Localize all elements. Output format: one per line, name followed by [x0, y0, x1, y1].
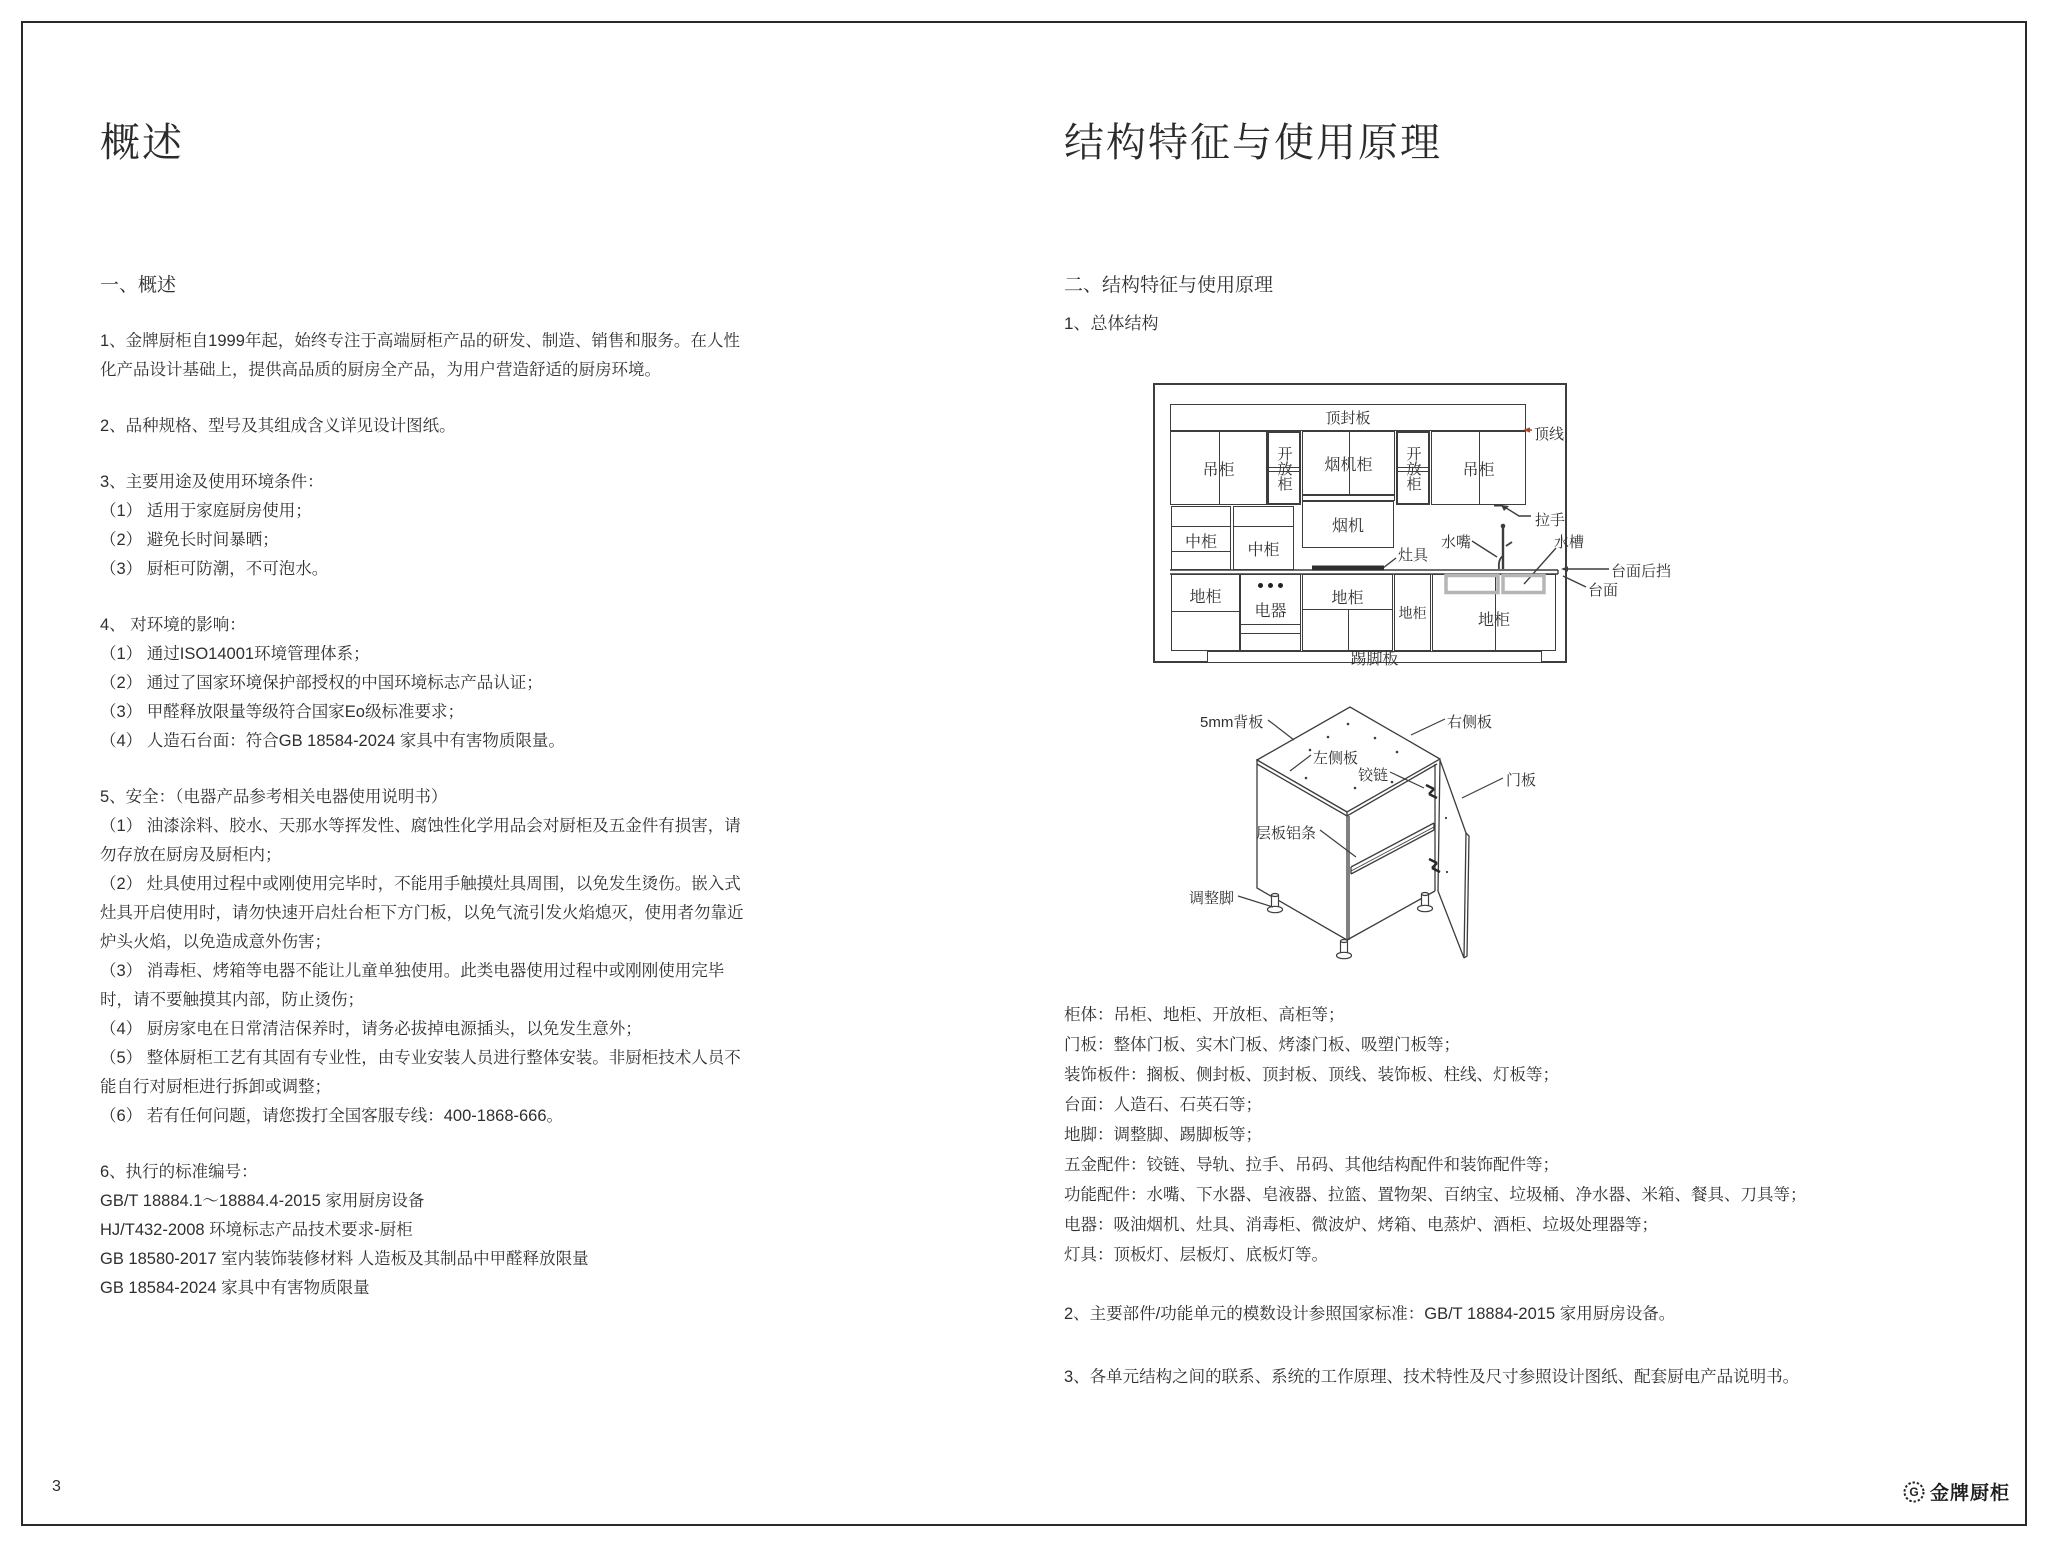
countertop-label: 台面 — [1588, 582, 1619, 599]
component-line: 装饰板件：搁板、侧封板、顶封板、顶线、装饰板、柱线、灯板等； — [1064, 1066, 1559, 1084]
base-cabinet-4 — [1432, 574, 1556, 651]
text-line: 5、安全：（电器产品参考相关电器使用说明书） — [100, 788, 448, 806]
range-hood — [1302, 501, 1394, 548]
component-line: 灯具：顶板灯、层板灯、底板灯等。 — [1064, 1246, 1328, 1264]
text-line: GB 18584-2024 家具中有害物质限量 — [100, 1279, 370, 1297]
oven-knobs — [1241, 583, 1300, 588]
text-line: （3） 消毒柜、烤箱等电器不能让儿童单独使用。此类电器使用过程中或刚刚使用完毕时，请不要触摸其内部，防止烫伤； — [100, 962, 725, 1009]
text-line: HJ/T432-2008 环境标志产品技术要求-厨柜 — [100, 1221, 413, 1239]
shelf-aluminum-strip — [1351, 827, 1434, 871]
base-cabinet-2-label: 地柜 — [1331, 590, 1364, 607]
text-line: 4、 对环境的影响： — [100, 616, 246, 634]
right-paragraph: 2、主要部件/功能单元的模数设计参照国家标准：GB/T 18884-2015 家用厨房设备。 — [1064, 1305, 1676, 1323]
mid-cabinet-left — [1171, 506, 1231, 570]
component-line: 五金配件：铰链、导轨、拉手、吊码、其他结构配件和装饰配件等； — [1064, 1156, 1559, 1174]
oven-line — [1241, 624, 1300, 625]
paragraph-block — [100, 611, 750, 756]
kitchen-elevation-diagram — [1150, 380, 1710, 680]
handle-label: 拉手 — [1535, 512, 1566, 529]
shelf-line — [1398, 467, 1428, 468]
base-cabinet-drawing — [1150, 690, 1650, 1000]
adjustable-foot-label: 调整脚 — [1189, 890, 1235, 907]
base-cabinet-2 — [1302, 574, 1393, 651]
hood-cabinet — [1302, 431, 1395, 495]
top-line-label: 顶线 — [1534, 426, 1565, 443]
text-line: 2、品种规格、型号及其组成含义详见设计图纸。 — [100, 417, 456, 435]
text-line: 1、金牌厨柜自1999年起，始终专注于高端厨柜产品的研发、制造、销售和服务。在人性化产品设计基础上，提供高品质的厨房全产品，为用户营造舒适的厨房环境。 — [100, 332, 740, 379]
wall-cabinet-left-label: 吊柜 — [1202, 461, 1235, 479]
text-line: （1） 通过ISO14001环境管理体系； — [100, 645, 370, 663]
text-line: 6、执行的标准编号： — [100, 1163, 258, 1181]
component-line: 柜体：吊柜、地柜、开放柜、高柜等； — [1064, 1006, 1345, 1024]
mid-cabinet-right-label: 中柜 — [1247, 542, 1280, 559]
left-side-panel-label: 左侧板 — [1313, 750, 1359, 767]
right-page-title: 结构特征与使用原理 — [1064, 121, 1442, 165]
component-line: 地脚：调整脚、踢脚板等； — [1064, 1126, 1262, 1144]
base-cabinet-4-label: 地柜 — [1477, 612, 1510, 629]
shelf-strip-label: 层板铝条 — [1256, 825, 1317, 842]
component-line: 台面：人造石、石英石等； — [1064, 1096, 1262, 1114]
door-panel-label: 门板 — [1506, 772, 1537, 789]
appliance-cabinet — [1240, 574, 1301, 651]
shelf-edges — [1351, 823, 1434, 874]
left-section-heading: 一、概述 — [100, 275, 177, 296]
brand-g-letter: G — [1909, 1484, 1919, 1499]
range-hood-label: 烟机 — [1331, 518, 1364, 535]
paragraph-block — [100, 783, 750, 1131]
door-divider — [1349, 432, 1350, 494]
base-cabinet-3d-diagram — [1150, 690, 1650, 1000]
base-cabinet-3 — [1394, 574, 1431, 651]
page-number: 3 — [52, 1478, 61, 1495]
right-side-panel-label: 右侧板 — [1447, 714, 1493, 731]
right-column-bottom — [1064, 1000, 1944, 1392]
kick-board-label: 踢脚板 — [1350, 650, 1399, 668]
brand-logo — [1902, 1478, 2010, 1505]
hinge-label: 铰链 — [1358, 767, 1389, 784]
door-divider — [1479, 432, 1480, 504]
left-column — [100, 270, 750, 1330]
paragraph-block — [100, 1158, 750, 1303]
right-column-top — [1064, 270, 1944, 334]
cooktop-label: 灶具 — [1398, 547, 1429, 564]
text-line: （6） 若有任何问题，请您拨打全国客服专线：400-1868-666。 — [100, 1107, 564, 1125]
back-panel-label: 5mm背板 — [1200, 714, 1264, 731]
base-cabinet-1-label: 地柜 — [1189, 589, 1222, 606]
shelf-line — [1269, 467, 1299, 468]
faucet-label: 水嘴 — [1441, 534, 1472, 551]
text-line: （2） 灶具使用过程中或刚使用完毕时，不能用手触摸灶具周围，以免发生烫伤。嵌入式灶具开启使用时，请勿快速开启灶台柜下方门板，以免气流引发火焰熄灭，使用者勿靠近炉头火焰，以免造成意外伤害； — [100, 875, 744, 951]
paragraph-block — [100, 327, 750, 385]
text-line: （4） 人造石台面：符合GB 18584-2024 家具中有害物质限量。 — [100, 732, 565, 750]
text-line: （5） 整体厨柜工艺有其固有专业性，由专业安装人员进行整体安装。非厨柜技术人员不能自行对厨柜进行拆卸或调整； — [100, 1049, 741, 1096]
text-line: （3） 甲醛释放限量等级符合国家Eo级标准要求； — [100, 703, 464, 721]
open-cabinet-left — [1267, 431, 1301, 505]
text-line: （2） 通过了国家环境保护部授权的中国环境标志产品认证； — [100, 674, 543, 692]
wall-cabinet-right-label: 吊柜 — [1462, 461, 1495, 479]
open-cabinet-right — [1396, 431, 1430, 505]
right-paragraph: 3、各单元结构之间的联系、系统的工作原理、技术特性及尺寸参照设计图纸、配套厨电产品说明书。 — [1064, 1368, 1800, 1386]
oven-line — [1241, 633, 1300, 634]
text-line: GB 18580-2017 室内装饰装修材料 人造板及其制品中甲醛释放限量 — [100, 1250, 589, 1268]
top-seal-board — [1170, 404, 1526, 431]
wall-cabinet-left — [1170, 431, 1267, 505]
hood-cabinet-label: 烟机柜 — [1324, 456, 1373, 474]
brand-g-icon — [1902, 1480, 1926, 1504]
text-line: （3） 厨柜可防潮，不可泡水。 — [100, 560, 329, 578]
mid-cabinet-left-label: 中柜 — [1184, 534, 1217, 551]
paragraph-block — [100, 468, 750, 584]
shelf-line — [1398, 471, 1428, 472]
component-line: 门板：整体门板、实木门板、烤漆门板、吸塑门板等； — [1064, 1036, 1460, 1054]
left-page-title: 概述 — [100, 121, 184, 165]
text-line: （2） 避免长时间暴晒； — [100, 531, 279, 549]
base-cabinet-3-label: 地柜 — [1398, 604, 1427, 621]
drawer-line — [1172, 611, 1239, 612]
component-line: 电器：吸油烟机、灶具、消毒柜、微波炉、烤箱、电蒸炉、酒柜、垃圾处理器等； — [1064, 1216, 1658, 1234]
right-sub-heading: 1、总体结构 — [1064, 314, 1159, 333]
brand-name: 金牌厨柜 — [1930, 1483, 2011, 1504]
paragraph-block — [100, 412, 750, 441]
open-cabinet-left-label: 开放柜 — [1275, 445, 1293, 491]
shelf-line — [1172, 526, 1230, 527]
appliance-label: 电器 — [1254, 603, 1287, 620]
mid-cabinet-right — [1233, 506, 1294, 570]
text-line: GB/T 18884.1～18884.4-2015 家用厨房设备 — [100, 1192, 425, 1210]
text-line: （1） 油漆涂料、胶水、天那水等挥发性、腐蚀性化学用品会对厨柜及五金件有损害，请勿存放在厨房及厨柜内； — [100, 817, 741, 864]
counter-back-label: 台面后挡 — [1611, 563, 1672, 580]
component-line: 功能配件：水嘴、下水器、皂液器、拉篮、置物架、百纳宝、垃圾桶、净水器、米箱、餐具、刀具等； — [1064, 1186, 1807, 1204]
open-cabinet-right-label: 开放柜 — [1404, 445, 1422, 491]
wall-cabinet-right — [1431, 431, 1526, 505]
shelf-line — [1269, 471, 1299, 472]
door-divider — [1348, 609, 1349, 652]
door-panel-shape — [1438, 760, 1466, 958]
right-section-heading: 二、结构特征与使用原理 — [1064, 275, 1274, 296]
text-line: （1） 适用于家庭厨房使用； — [100, 502, 312, 520]
shelf-line — [1234, 526, 1293, 527]
base-cabinet-1 — [1171, 574, 1240, 651]
kick-board — [1207, 650, 1542, 668]
text-line: （4） 厨房家电在日常清洁保养时，请务必拔掉电源插头，以免发生意外； — [100, 1020, 642, 1038]
sink-label: 水槽 — [1554, 534, 1585, 551]
top-seal-board-label: 顶封板 — [1325, 410, 1371, 427]
text-line: 3、主要用途及使用环境条件： — [100, 473, 324, 491]
door-divider — [1219, 432, 1220, 504]
